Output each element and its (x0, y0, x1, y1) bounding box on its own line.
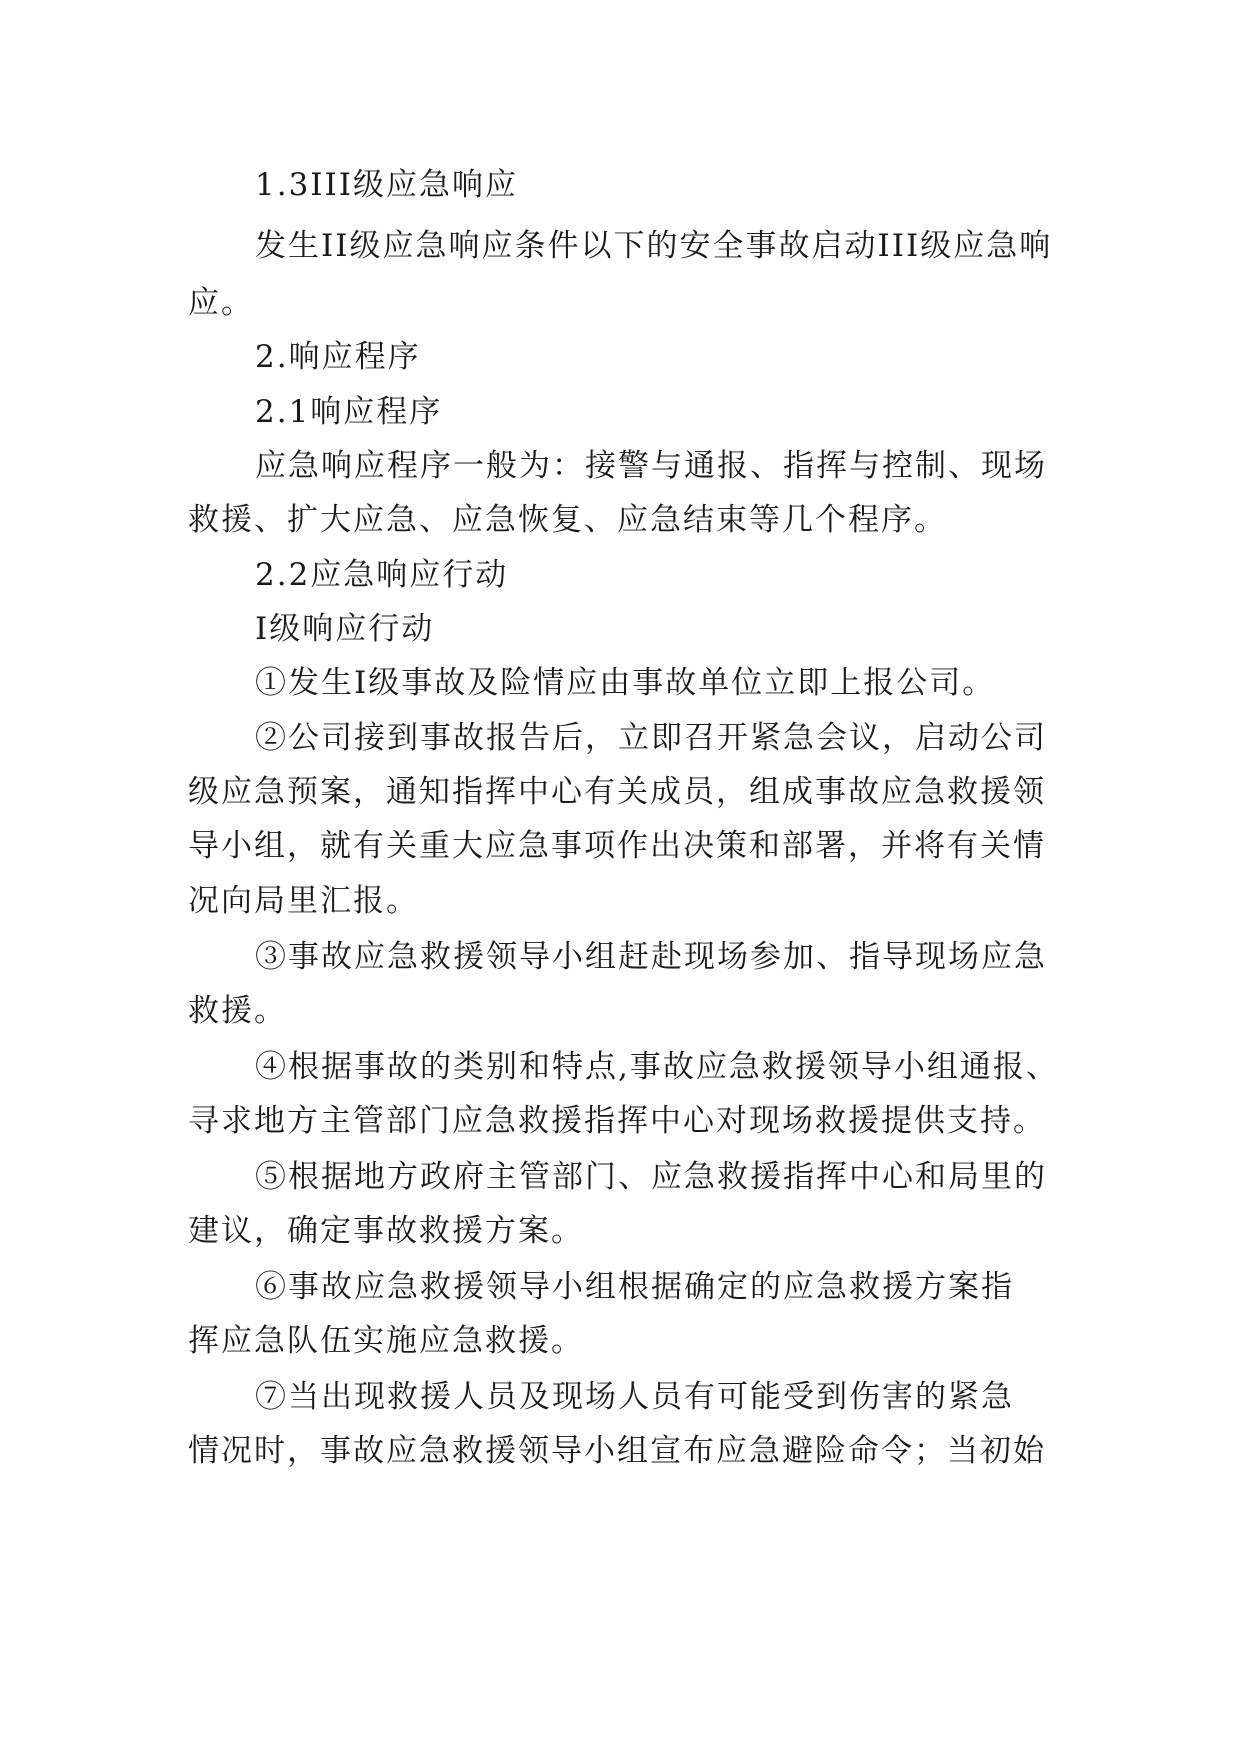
section-heading-1-3: 1.3III级应急响应 (255, 167, 519, 203)
paragraph-line: 应急响应程序一般为：接警与通报、指挥与控制、现场 (255, 448, 1047, 484)
list-item: ⑥事故应急救援领导小组根据确定的应急救援方案指 (255, 1269, 1014, 1305)
list-item: ⑤根据地方政府主管部门、应急救援指挥中心和局里的 (255, 1159, 1047, 1195)
paragraph-line: 导小组，就有关重大应急事项作出决策和部署，并将有关情 (188, 828, 1046, 864)
paragraph-line: 救援。 (188, 993, 287, 1029)
paragraph-line: 应。 (188, 285, 254, 321)
paragraph-line: 建议，确定事故救援方案。 (188, 1213, 584, 1249)
paragraph-line: 挥应急队伍实施应急救援。 (188, 1323, 584, 1359)
section-heading-2-1: 2.1响应程序 (255, 394, 443, 430)
list-item: ②公司接到事故报告后，立即召开紧急会议，启动公司 (255, 720, 1047, 756)
list-item: ③事故应急救援领导小组赶赴现场参加、指导现场应急 (255, 939, 1047, 975)
section-heading-2-2: 2.2应急响应行动 (255, 557, 509, 593)
subheading-level-1-action: I级响应行动 (255, 611, 435, 647)
list-item: ⑦当出现救援人员及现场人员有可能受到伤害的紧急 (255, 1379, 1014, 1415)
paragraph-line: 情况时，事故应急救援领导小组宣布应急避险命令；当初始 (188, 1433, 1046, 1469)
list-item: ①发生I级事故及险情应由事故单位立即上报公司。 (255, 665, 996, 701)
section-heading-2: 2.响应程序 (255, 339, 421, 375)
paragraph-line: 况向局里汇报。 (188, 883, 419, 919)
paragraph-line: 寻求地方主管部门应急救援指挥中心对现场救援提供支持。 (188, 1103, 1046, 1139)
paragraph-line: 救援、扩大应急、应急恢复、应急结束等几个程序。 (188, 502, 947, 538)
paragraph-line: 发生II级应急响应条件以下的安全事故启动III级应急响 (255, 228, 1053, 264)
list-item: ④根据事故的类别和特点,事故应急救援领导小组通报、 (255, 1049, 1059, 1085)
paragraph-line: 级应急预案，通知指挥中心有关成员，组成事故应急救援领 (188, 774, 1046, 810)
